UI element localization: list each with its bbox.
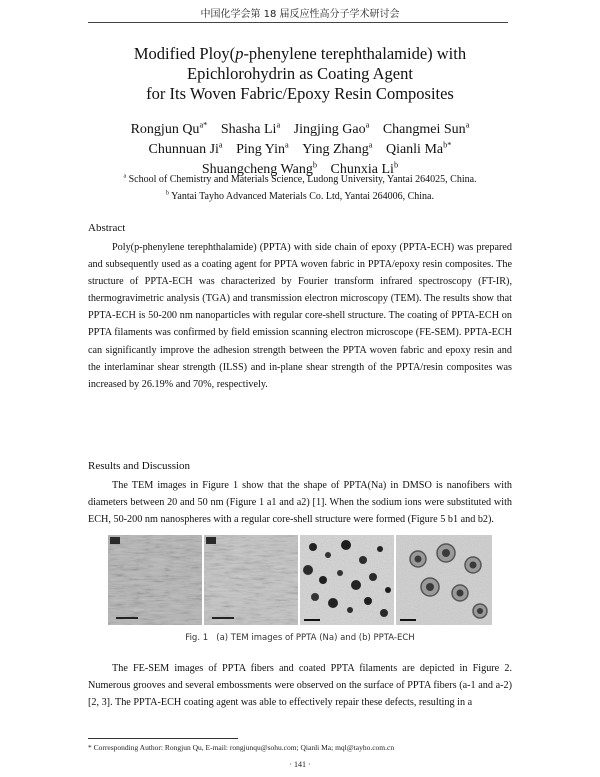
paper-title	[60, 44, 540, 104]
title-line: Epichlorohydrin as Coating Agent	[187, 64, 413, 83]
figure-caption	[88, 633, 512, 643]
affiliations	[60, 171, 540, 205]
author: Ying Zhang$^a$	[302, 140, 373, 157]
author: Chunnuan Ji$^a$	[148, 140, 223, 157]
author: Shuangcheng Wang$^b$	[201, 160, 318, 177]
author: Rongjun $Qu^{a*}$	[130, 120, 208, 137]
tem-image-b2	[396, 535, 492, 625]
figure-label: Fig. 1	[185, 633, 209, 643]
tem-image-a1	[108, 535, 202, 625]
results-paragraph: The TEM images in Figure 1 show that the shape of PPTA(Na) in DMSO is nanofibers with diameters between 20 and 50 nm (Figure 1 a1 and a2) [1]. When the sodium ions were substituted with ECH, 50-200 nm nanospheres with a regular core-shell structure were formed (Figure 5 b1 and b2).	[88, 480, 512, 526]
author: Ping Yin$^a$	[236, 140, 289, 157]
author-row	[60, 120, 540, 140]
header-rule	[88, 22, 508, 23]
tem-image-b1	[300, 535, 394, 625]
figure-caption-text: (a) TEM images of PPTA (Na) and (b) PPTA-ECH	[216, 633, 415, 643]
author: Chunxia Li$^b$	[330, 160, 399, 177]
author: Qianli $Ma^{b*}$	[385, 140, 452, 157]
results-paragraph: The FE-SEM images of PPTA fibers and coated PPTA filaments are depicted in Figure 2. Numerous grooves and several embossments were observed on the surface of PPTA fibers (a-1 and a-2) [2, 3]. The PPTA-ECH coating agent was able to effectively repair these defects, resulting in a	[88, 663, 512, 709]
abstract-heading: Abstract	[88, 222, 126, 234]
footnote-rule	[88, 738, 238, 739]
author: Changmei Sun$^a$	[382, 120, 470, 137]
author: Jingjing Gao$^a$	[293, 120, 370, 137]
footnote: * Corresponding Author: Rongjun Qu, E-mail: rongjunqu@sohu.com; Qianli Ma; mql@tayho.com.cn	[88, 743, 395, 752]
title-line: Modified Ploy(p-phenylene terephthalamide) with	[133, 44, 467, 63]
author: Shasha Li$^a$	[220, 120, 281, 137]
running-header: 中国化学会第 18 届反应性高分子学术研讨会	[200, 9, 400, 20]
affiliation: $^b$ Yantai Tayho Advanced Materials Co. Ltd, Yantai 264006, China.	[166, 190, 434, 202]
title-line: for Its Woven Fabric/Epoxy Resin Composites	[146, 84, 454, 103]
tem-figure	[108, 535, 492, 625]
tem-image-a2	[204, 535, 298, 625]
affiliation: $^a$ School of Chemistry and Materials Science, Ludong University, Yantai 264025, China.	[123, 173, 477, 185]
author-row	[60, 140, 540, 160]
page-number: · 141 ·	[289, 760, 311, 769]
results-heading: Results and Discussion	[88, 460, 191, 472]
abstract-body: Poly(p-phenylene terephthalamide) (PPTA) with side chain of epoxy (PPTA-ECH) was prepared and subsequently used as a coating agent for PPTA woven fabric in PPTA/epoxy resin composites. The structure of PPTA-ECH was characterized by Fourier transform infrared spectroscopy (FT-IR), thermogravimetric analysis (TGA) and transmission electron microscopy (TEM). The results show that PPTA-ECH is 50-200 nm nanoparticles with regular core-shell structure. The coating of PPTA-ECH on PPTA filaments was confirmed by field emission scanning electron microscope (FE-SEM). PPTA-ECH can significantly improve the adhesion strength between the PPTA woven fabric and epoxy resin and the interlaminar shear strength (ILSS) and in-plane shear strength of the PPTA/resin composites was increased by 26.19% and 70%, respectively.	[88, 242, 512, 390]
